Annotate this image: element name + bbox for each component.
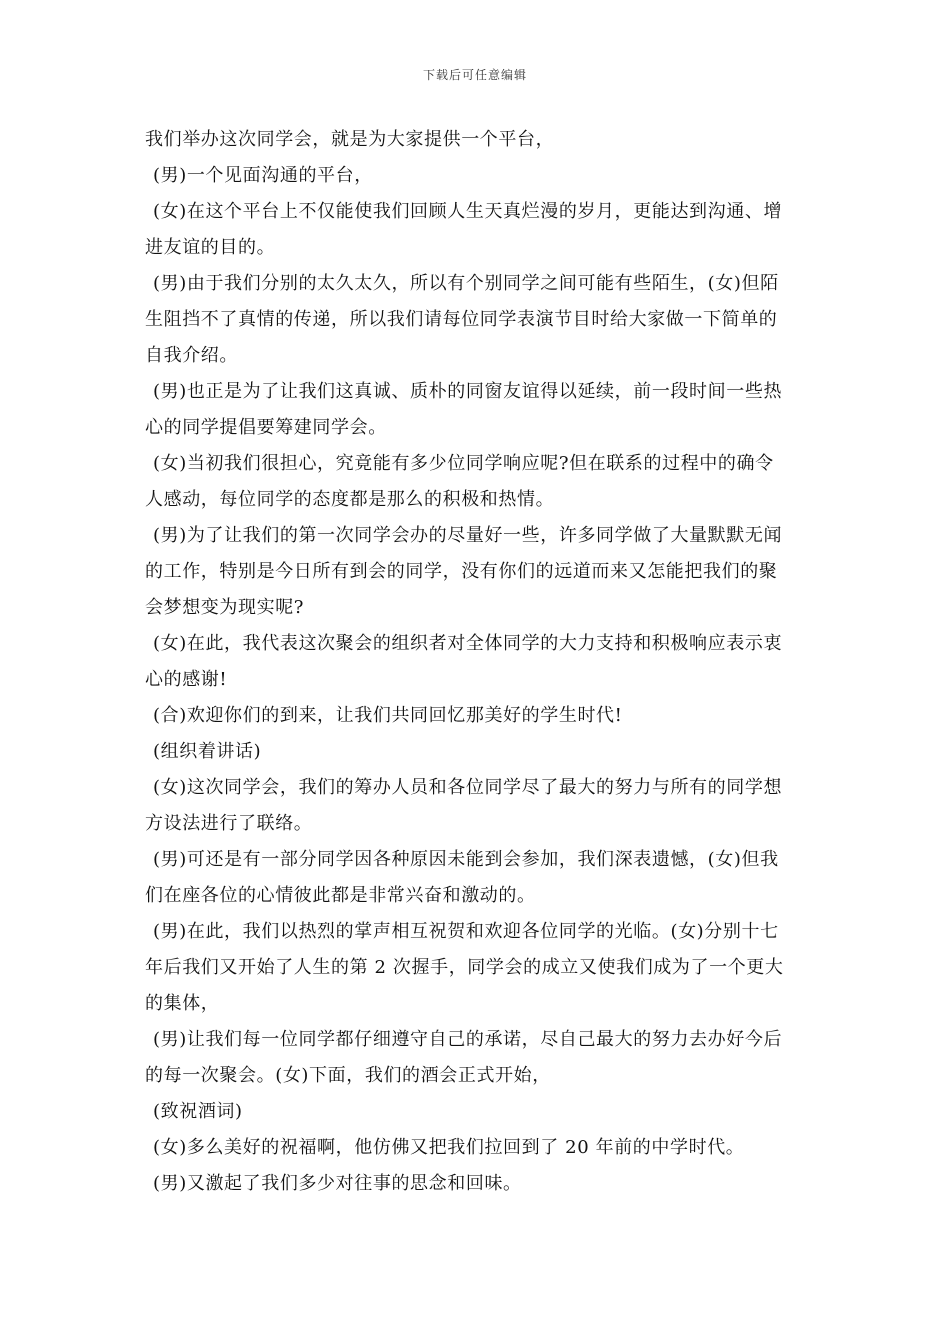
text-line: (女)当初我们很担心，究竟能有多少位同学响应呢?但在联系的过程中的确令 bbox=[153, 453, 774, 474]
text-line: 自我介绍。 bbox=[145, 345, 238, 366]
text-line: (合)欢迎你们的到来，让我们共同回忆那美好的学生时代! bbox=[153, 705, 623, 726]
text-line: (男)为了让我们的第一次同学会办的尽量好一些，许多同学做了大量默默无闻 bbox=[153, 525, 783, 546]
text-line: (女)在这个平台上不仅能使我们回顾人生天真烂漫的岁月，更能达到沟通、增 bbox=[153, 201, 783, 222]
text-line: 会梦想变为现实呢? bbox=[145, 597, 305, 618]
text-line: (女)这次同学会，我们的筹办人员和各位同学尽了最大的努力与所有的同学想 bbox=[153, 777, 783, 798]
text-line: (男)一个见面沟通的平台， bbox=[153, 165, 373, 186]
text-line: (男)又激起了我们多少对往事的思念和回味。 bbox=[153, 1173, 522, 1194]
text-line: (男)也正是为了让我们这真诚、质朴的同窗友谊得以延续，前一段时间一些热 bbox=[153, 381, 783, 402]
text-line: 我们举办这次同学会，就是为大家提供一个平台， bbox=[145, 129, 555, 150]
text-line: 的集体， bbox=[145, 993, 220, 1014]
text-line: 人感动，每位同学的态度都是那么的积极和热情。 bbox=[145, 489, 555, 510]
text-line: 的每一次聚会。(女)下面，我们的酒会正式开始， bbox=[145, 1065, 551, 1086]
text-line: 方设法进行了联络。 bbox=[145, 813, 313, 834]
text-line: 心的同学提倡要筹建同学会。 bbox=[145, 417, 387, 438]
text-line: 年后我们又开始了人生的第 2 次握手，同学会的成立又使我们成为了一个更大 bbox=[145, 957, 784, 978]
text-line: 们在座各位的心情彼此都是非常兴奋和激动的。 bbox=[145, 885, 536, 906]
text-line: 的工作，特别是今日所有到会的同学，没有你们的远道而来又怎能把我们的聚 bbox=[145, 561, 778, 582]
text-line: (男)在此，我们以热烈的掌声相互祝贺和欢迎各位同学的光临。(女)分别十七 bbox=[153, 921, 779, 942]
text-line: (男)让我们每一位同学都仔细遵守自己的承诺，尽自己最大的努力去办好今后 bbox=[153, 1029, 783, 1050]
text-line: (男)可还是有一部分同学因各种原因未能到会参加，我们深表遗憾，(女)但我 bbox=[153, 849, 779, 870]
page-header: 下载后可任意编辑 bbox=[422, 68, 527, 82]
text-line: (组织着讲话) bbox=[153, 741, 262, 762]
text-line: 生阻挡不了真情的传递，所以我们请每位同学表演节目时给大家做一下简单的 bbox=[145, 309, 778, 330]
text-line: (女)在此，我代表这次聚会的组织者对全体同学的大力支持和积极响应表示衷 bbox=[153, 633, 783, 654]
text-line: (男)由于我们分别的太久太久，所以有个别同学之间可能有些陌生，(女)但陌 bbox=[153, 273, 779, 294]
document-body bbox=[145, 122, 810, 1202]
text-line: (女)多么美好的祝福啊，他仿佛又把我们拉回到了 20 年前的中学时代。 bbox=[153, 1137, 745, 1158]
text-line: 心的感谢! bbox=[145, 669, 228, 690]
text-line: (致祝酒词) bbox=[153, 1101, 243, 1122]
text-line: 进友谊的目的。 bbox=[145, 237, 276, 258]
